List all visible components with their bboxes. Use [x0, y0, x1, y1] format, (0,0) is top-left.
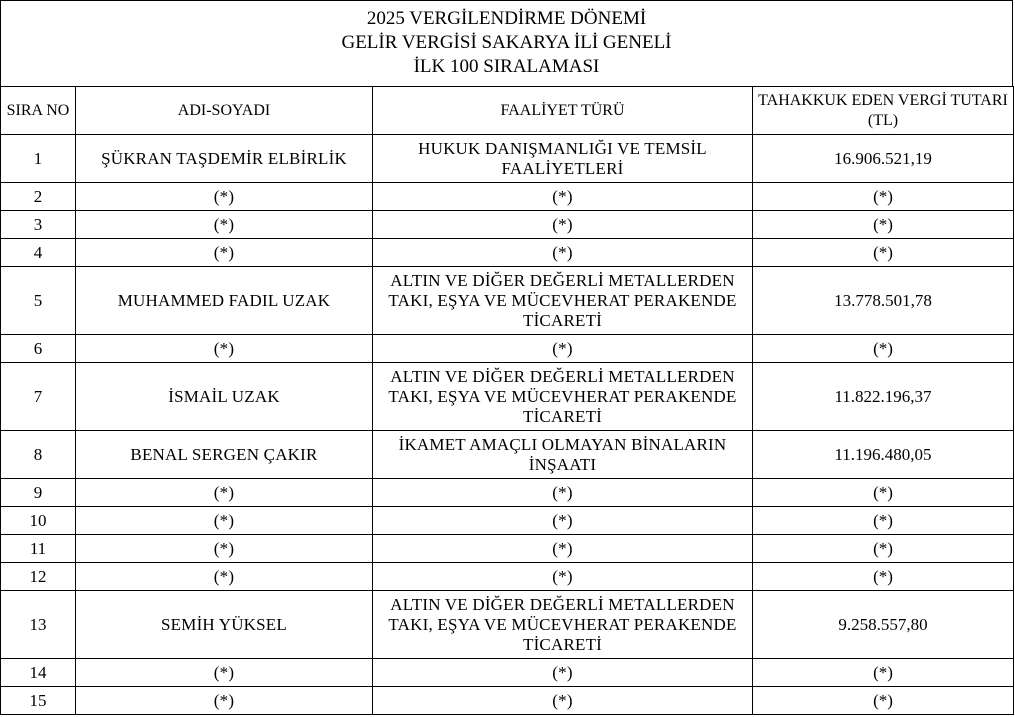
cell-activity: ALTIN VE DİĞER DEĞERLİ METALLERDEN TAKI, EŞYA VE MÜCEVHERAT PERAKENDE TİCARETİ [373, 363, 753, 431]
table-row [1, 535, 1014, 563]
cell-amount: (*) [753, 659, 1014, 687]
cell-activity: (*) [373, 183, 753, 211]
cell-name: ŞÜKRAN TAŞDEMİR ELBİRLİK [76, 135, 373, 183]
cell-no: 9 [1, 479, 76, 507]
cell-amount: (*) [753, 239, 1014, 267]
cell-amount: 16.906.521,19 [753, 135, 1014, 183]
title-line-3: İLK 100 SIRALAMASI [413, 56, 600, 77]
cell-no: 3 [1, 211, 76, 239]
title-block [0, 0, 1013, 86]
cell-amount: (*) [753, 507, 1014, 535]
cell-activity: İKAMET AMAÇLI OLMAYAN BİNALARIN İNŞAATI [373, 431, 753, 479]
cell-amount: (*) [753, 335, 1014, 363]
cell-activity: (*) [373, 687, 753, 715]
cell-name: (*) [76, 687, 373, 715]
cell-no: 7 [1, 363, 76, 431]
table-row [1, 659, 1014, 687]
header-activity: FAALİYET TÜRÜ [373, 87, 753, 135]
cell-activity: ALTIN VE DİĞER DEĞERLİ METALLERDEN TAKI, EŞYA VE MÜCEVHERAT PERAKENDE TİCARETİ [373, 267, 753, 335]
cell-name: (*) [76, 507, 373, 535]
cell-name: MUHAMMED FADIL UZAK [76, 267, 373, 335]
cell-name: (*) [76, 659, 373, 687]
cell-no: 4 [1, 239, 76, 267]
cell-amount: 13.778.501,78 [753, 267, 1014, 335]
cell-amount: (*) [753, 183, 1014, 211]
cell-name: (*) [76, 479, 373, 507]
header-sira-no: SIRA NO [1, 87, 76, 135]
cell-no: 5 [1, 267, 76, 335]
table-row [1, 239, 1014, 267]
cell-name: İSMAİL UZAK [76, 363, 373, 431]
cell-name: (*) [76, 535, 373, 563]
cell-no: 15 [1, 687, 76, 715]
cell-no: 13 [1, 591, 76, 659]
header-row [1, 87, 1014, 135]
title-line-1: 2025 VERGİLENDİRME DÖNEMİ [366, 8, 647, 29]
cell-name: (*) [76, 211, 373, 239]
cell-no: 1 [1, 135, 76, 183]
table-row [1, 363, 1014, 431]
cell-activity: (*) [373, 563, 753, 591]
cell-no: 2 [1, 183, 76, 211]
cell-no: 8 [1, 431, 76, 479]
cell-activity: (*) [373, 335, 753, 363]
header-name: ADI-SOYADI [76, 87, 373, 135]
cell-activity: (*) [373, 507, 753, 535]
cell-no: 6 [1, 335, 76, 363]
cell-activity: (*) [373, 535, 753, 563]
cell-amount: (*) [753, 479, 1014, 507]
table-row [1, 687, 1014, 715]
cell-no: 10 [1, 507, 76, 535]
cell-no: 12 [1, 563, 76, 591]
cell-amount: (*) [753, 211, 1014, 239]
cell-amount: (*) [753, 687, 1014, 715]
table-row [1, 507, 1014, 535]
cell-amount: (*) [753, 535, 1014, 563]
cell-name: (*) [76, 183, 373, 211]
title-line-2: GELİR VERGİSİ SAKARYA İLİ GENELİ [341, 32, 672, 53]
table-row [1, 135, 1014, 183]
cell-activity: (*) [373, 239, 753, 267]
header-amount: TAHAKKUK EDEN VERGİ TUTARI (TL) [753, 87, 1014, 135]
cell-amount: 11.822.196,37 [753, 363, 1014, 431]
cell-name: (*) [76, 563, 373, 591]
cell-name: (*) [76, 239, 373, 267]
table-row [1, 267, 1014, 335]
cell-activity: (*) [373, 659, 753, 687]
cell-name: SEMİH YÜKSEL [76, 591, 373, 659]
table-row [1, 591, 1014, 659]
table-body [1, 135, 1014, 715]
table-row [1, 563, 1014, 591]
table-row [1, 183, 1014, 211]
cell-name: (*) [76, 335, 373, 363]
cell-activity: HUKUK DANIŞMANLIĞI VE TEMSİL FAALİYETLERİ [373, 135, 753, 183]
table-row [1, 335, 1014, 363]
ranking-table [0, 86, 1014, 715]
cell-no: 11 [1, 535, 76, 563]
cell-activity: ALTIN VE DİĞER DEĞERLİ METALLERDEN TAKI, EŞYA VE MÜCEVHERAT PERAKENDE TİCARETİ [373, 591, 753, 659]
cell-activity: (*) [373, 211, 753, 239]
table-row [1, 431, 1014, 479]
cell-amount: (*) [753, 563, 1014, 591]
cell-no: 14 [1, 659, 76, 687]
cell-amount: 11.196.480,05 [753, 431, 1014, 479]
cell-amount: 9.258.557,80 [753, 591, 1014, 659]
table-row [1, 479, 1014, 507]
cell-name: BENAL SERGEN ÇAKIR [76, 431, 373, 479]
cell-activity: (*) [373, 479, 753, 507]
table-row [1, 211, 1014, 239]
